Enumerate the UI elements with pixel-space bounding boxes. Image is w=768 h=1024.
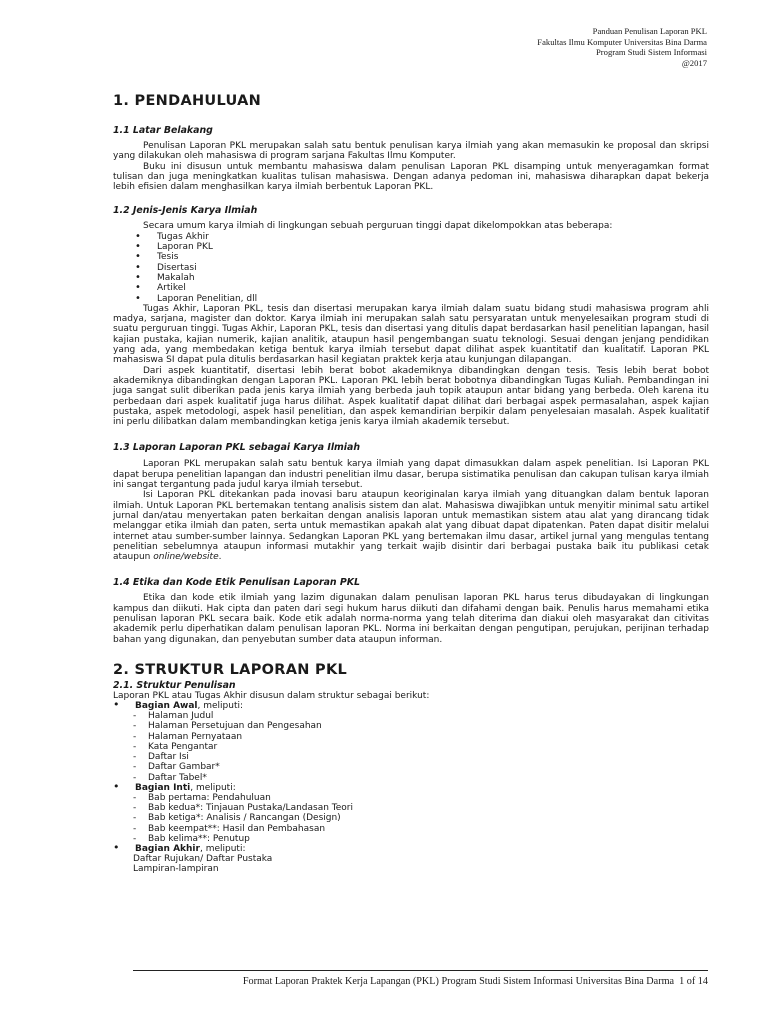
- list-item: - Bab pertama: Pendahuluan: [133, 793, 709, 803]
- paragraph: Buku ini disusun untuk membantu mahasiswa dalam penulisan Laporan PKL disamping untuk menyeragamkan format tulisan dan juga meningkatkan kualitas tulisan mahasiswa. Dengan adanya pedoman ini, mahasiswa diharapkan dapat bekerja lebih efisien dalam menghasilkan karya ilmiah berbentuk Laporan PKL.: [113, 161, 709, 193]
- bagian-awal-item: [113, 701, 709, 711]
- bagian-inti-list: [113, 793, 709, 844]
- running-header: [537, 26, 707, 68]
- header-program: Program Studi Sistem Informasi: [596, 47, 707, 58]
- paragraph-text: Isi Laporan PKL ditekankan pada inovasi baru ataupun keoriginalan karya ilmiah yang dituangkan dalam bentuk laporan ilmiah. Untuk Laporan PKL bertemakan tentang analisis sistem dan alat. Mahasiswa diwajibkan untuk menyitir minimal satu artikel jurnal dan/atau menyertakan paten berkaitan dengan analisis laporan untuk memastikan sistem atau alat yang dirancang tidak melanggar etika ilmiah dan paten, serta untuk memastikan apakah alat yang dibuat dapat dipatenkan. Paten dapat disitir melalui internet atau sumber-sumber lainnya. Sedangkan Laporan PKL yang bertemakan ilmu dasar, artikel jurnal yang mengulas tentang penelitian sebelumnya ataupun informasi mutakhir yang terkait wajib disintir dari berbagai pustaka baik itu publikasi cetak ataupun: [113, 490, 709, 563]
- list-item: - Daftar Isi: [133, 752, 709, 762]
- list-item: • Artikel: [135, 283, 709, 293]
- header-faculty: Fakultas Ilmu Komputer Universitas Bina Darma: [537, 36, 707, 47]
- bagian-akhir-label: Bagian Akhir: [135, 843, 200, 854]
- bagian-inti-item: [113, 783, 709, 793]
- list-item: • Disertasi: [135, 263, 709, 273]
- paragraph: Dari aspek kuantitatif, disertasi lebih berat bobot akademiknya dibandingkan dengan tesis. Tesis lebih berat bobot akademiknya dibandingkan dengan Laporan PKL. Laporan PKL lebih berat bobotnya dibandingkan Tugas Kuliah. Pembandingan ini juga sangat sulit diberikan pada jenis karya ilmiah yang berbeda jauh topik ataupun antar bidang yang berbeda. Oleh karena itu perbedaan dari aspek kualitatif juga harus dilihat. Aspek kualitatif dapat dilihat dari berbagai aspek permasalahan, aspek kajian pustaka, aspek metodologi, aspek hasil penelitian, dan aspek kemandirian berpikir dalam penyelesaian masalah. Aspek kualitatif ini perlu dilibatkan dalam membandingkan ketiga jenis karya ilmiah akademik tersebut.: [113, 365, 709, 428]
- list-item: Lampiran-lampiran: [133, 864, 219, 875]
- paragraph: Secara umum karya ilmiah di lingkungan sebuah perguruan tinggi dapat dikelompokkan atas beberapa:: [143, 221, 613, 232]
- structure-list: [113, 691, 709, 875]
- list-item: Daftar Rujukan/ Daftar Pustaka: [133, 854, 273, 865]
- bagian-awal-list: [113, 711, 709, 782]
- paragraph-end: .: [218, 552, 222, 563]
- section-1-heading: 1. PENDAHULUAN: [113, 93, 262, 109]
- bagian-akhir-item: [113, 844, 709, 854]
- section-2-heading: 2. STRUKTUR LAPORAN PKL: [113, 661, 348, 678]
- list-item: • Tugas Akhir: [135, 232, 709, 242]
- paragraph: Etika dan kode etik ilmiah yang lazim digunakan dalam penulisan laporan PKL harus terus dibudayakan di lingkungan kampus dan diikuti. Hak cipta dan paten dari segi hukum harus diikuti dan difahami dengan baik. Penulis harus memahami etika penulisan laporan PKL secara baik. Kode etik adalah norma-norma yang telah diterima dan diakui oleh masyarakat dan citivitas akademik perlu diperhatikan dalam penulisan laporan PKL. Norma ini berkaitan dengan pengutipan, perujukan, perijinan terhadap bahan yang digunakan, dan penyebutan sumber data ataupun informan.: [113, 593, 709, 645]
- section-1-1-heading: 1.1 Latar Belakang: [113, 125, 213, 136]
- paragraph: [113, 490, 709, 562]
- header-guide-title: Panduan Penulisan Laporan PKL: [592, 26, 707, 36]
- karya-ilmiah-list: [113, 232, 709, 304]
- bagian-awal-suffix: , meliputi:: [197, 701, 244, 712]
- section-1-3-heading: 1.3 Laporan Laporan PKL sebagai Karya Ilmiah: [113, 442, 361, 454]
- bagian-inti-label: Bagian Inti: [135, 782, 191, 793]
- italic-term: online/website: [153, 552, 219, 563]
- list-item: • Laporan PKL: [135, 242, 709, 252]
- paragraph: Penulisan Laporan PKL merupakan salah satu bentuk penulisan karya ilmiah yang akan memasukin ke proposal dan skripsi yang dilakukan oleh mahasiswa di program sarjana Fakultas Ilmu Komputer.: [113, 141, 709, 162]
- page-footer: [133, 970, 708, 987]
- bagian-awal-label: Bagian Awal: [135, 701, 198, 712]
- paragraph: Tugas Akhir, Laporan PKL, tesis dan disertasi merupakan karya ilmiah dalam suatu bidang studi mahasiswa program ahli madya, sarjana, magister dan doktor. Karya ilmiah ini merupakan salah satu persyaratan untuk menyelesaikan program studi di suatu perguruan tinggi. Tugas Akhir, Laporan PKL, tesis dan disertasi yang ditulis dapat berdasarkan hasil penelitian lapangan, hasil kajian pustaka, kajian numerik, kajian analitik, ataupun hasil pengembangan suatu teknologi. Sesuai dengan jenjang pendidikan yang ada, yang membedakan ketiga bentuk karya ilmiah tersebut dapat dilihat aspek kuantitatif dan kualitatif. Laporan PKL mahasiswa SI dapat pula ditulis berdasarkan hasil kegiatan praktek kerja atau kunjungan dilapangan.: [113, 303, 710, 366]
- list-item: - Bab kedua*: Tinjauan Pustaka/Landasan Teori: [133, 803, 709, 813]
- structure-intro: Laporan PKL atau Tugas Akhir disusun dalam struktur sebagai berikut:: [113, 690, 430, 701]
- section-1-2-heading: 1.2 Jenis-Jenis Karya Ilmiah: [113, 205, 258, 217]
- list-item: - Kata Pengantar: [133, 742, 709, 752]
- page-number: 1 of 14: [679, 976, 708, 987]
- list-item: • Tesis: [135, 252, 709, 262]
- section-2-1-heading: 2.1. Struktur Penulisan: [113, 679, 236, 691]
- list-item: - Halaman Pernyataan: [133, 732, 709, 742]
- header-year: @2017: [681, 57, 707, 68]
- page-body: [113, 93, 709, 875]
- paragraph: Laporan PKL merupakan salah satu bentuk karya ilmiah yang dapat dimasukkan dalam aspek penelitian. Isi Laporan PKL dapat berupa penelitian lapangan dan industri penelitian ilmu dasar, berupa sistimatika penulisan dan cakupan tulisan karya ilmiah ini sangat tergantung pada judul karya ilmiah tersebut.: [113, 459, 709, 491]
- section-1-4-heading: 1.4 Etika dan Kode Etik Penulisan Laporan PKL: [113, 577, 360, 589]
- list-item: - Bab ketiga*: Analisis / Rancangan (Design): [133, 813, 709, 823]
- list-item: - Daftar Gambar*: [133, 762, 709, 772]
- list-item: - Bab kelima**: Penutup: [133, 834, 709, 844]
- bagian-inti-suffix: , meliputi:: [190, 782, 236, 793]
- list-item: - Bab keempat**: Hasil dan Pembahasan: [133, 824, 709, 834]
- list-item: - Halaman Judul: [133, 711, 709, 721]
- footer-text: Format Laporan Praktek Kerja Lapangan (PKL) Program Studi Sistem Informasi Universitas Bina Darma: [242, 976, 675, 987]
- list-item: • Laporan Penelitian, dll: [135, 294, 709, 304]
- list-item: • Makalah: [135, 273, 709, 283]
- bagian-akhir-suffix: , meliputi:: [199, 843, 246, 854]
- list-item: - Halaman Persetujuan dan Pengesahan: [133, 721, 709, 731]
- list-item: - Daftar Tabel*: [133, 773, 709, 783]
